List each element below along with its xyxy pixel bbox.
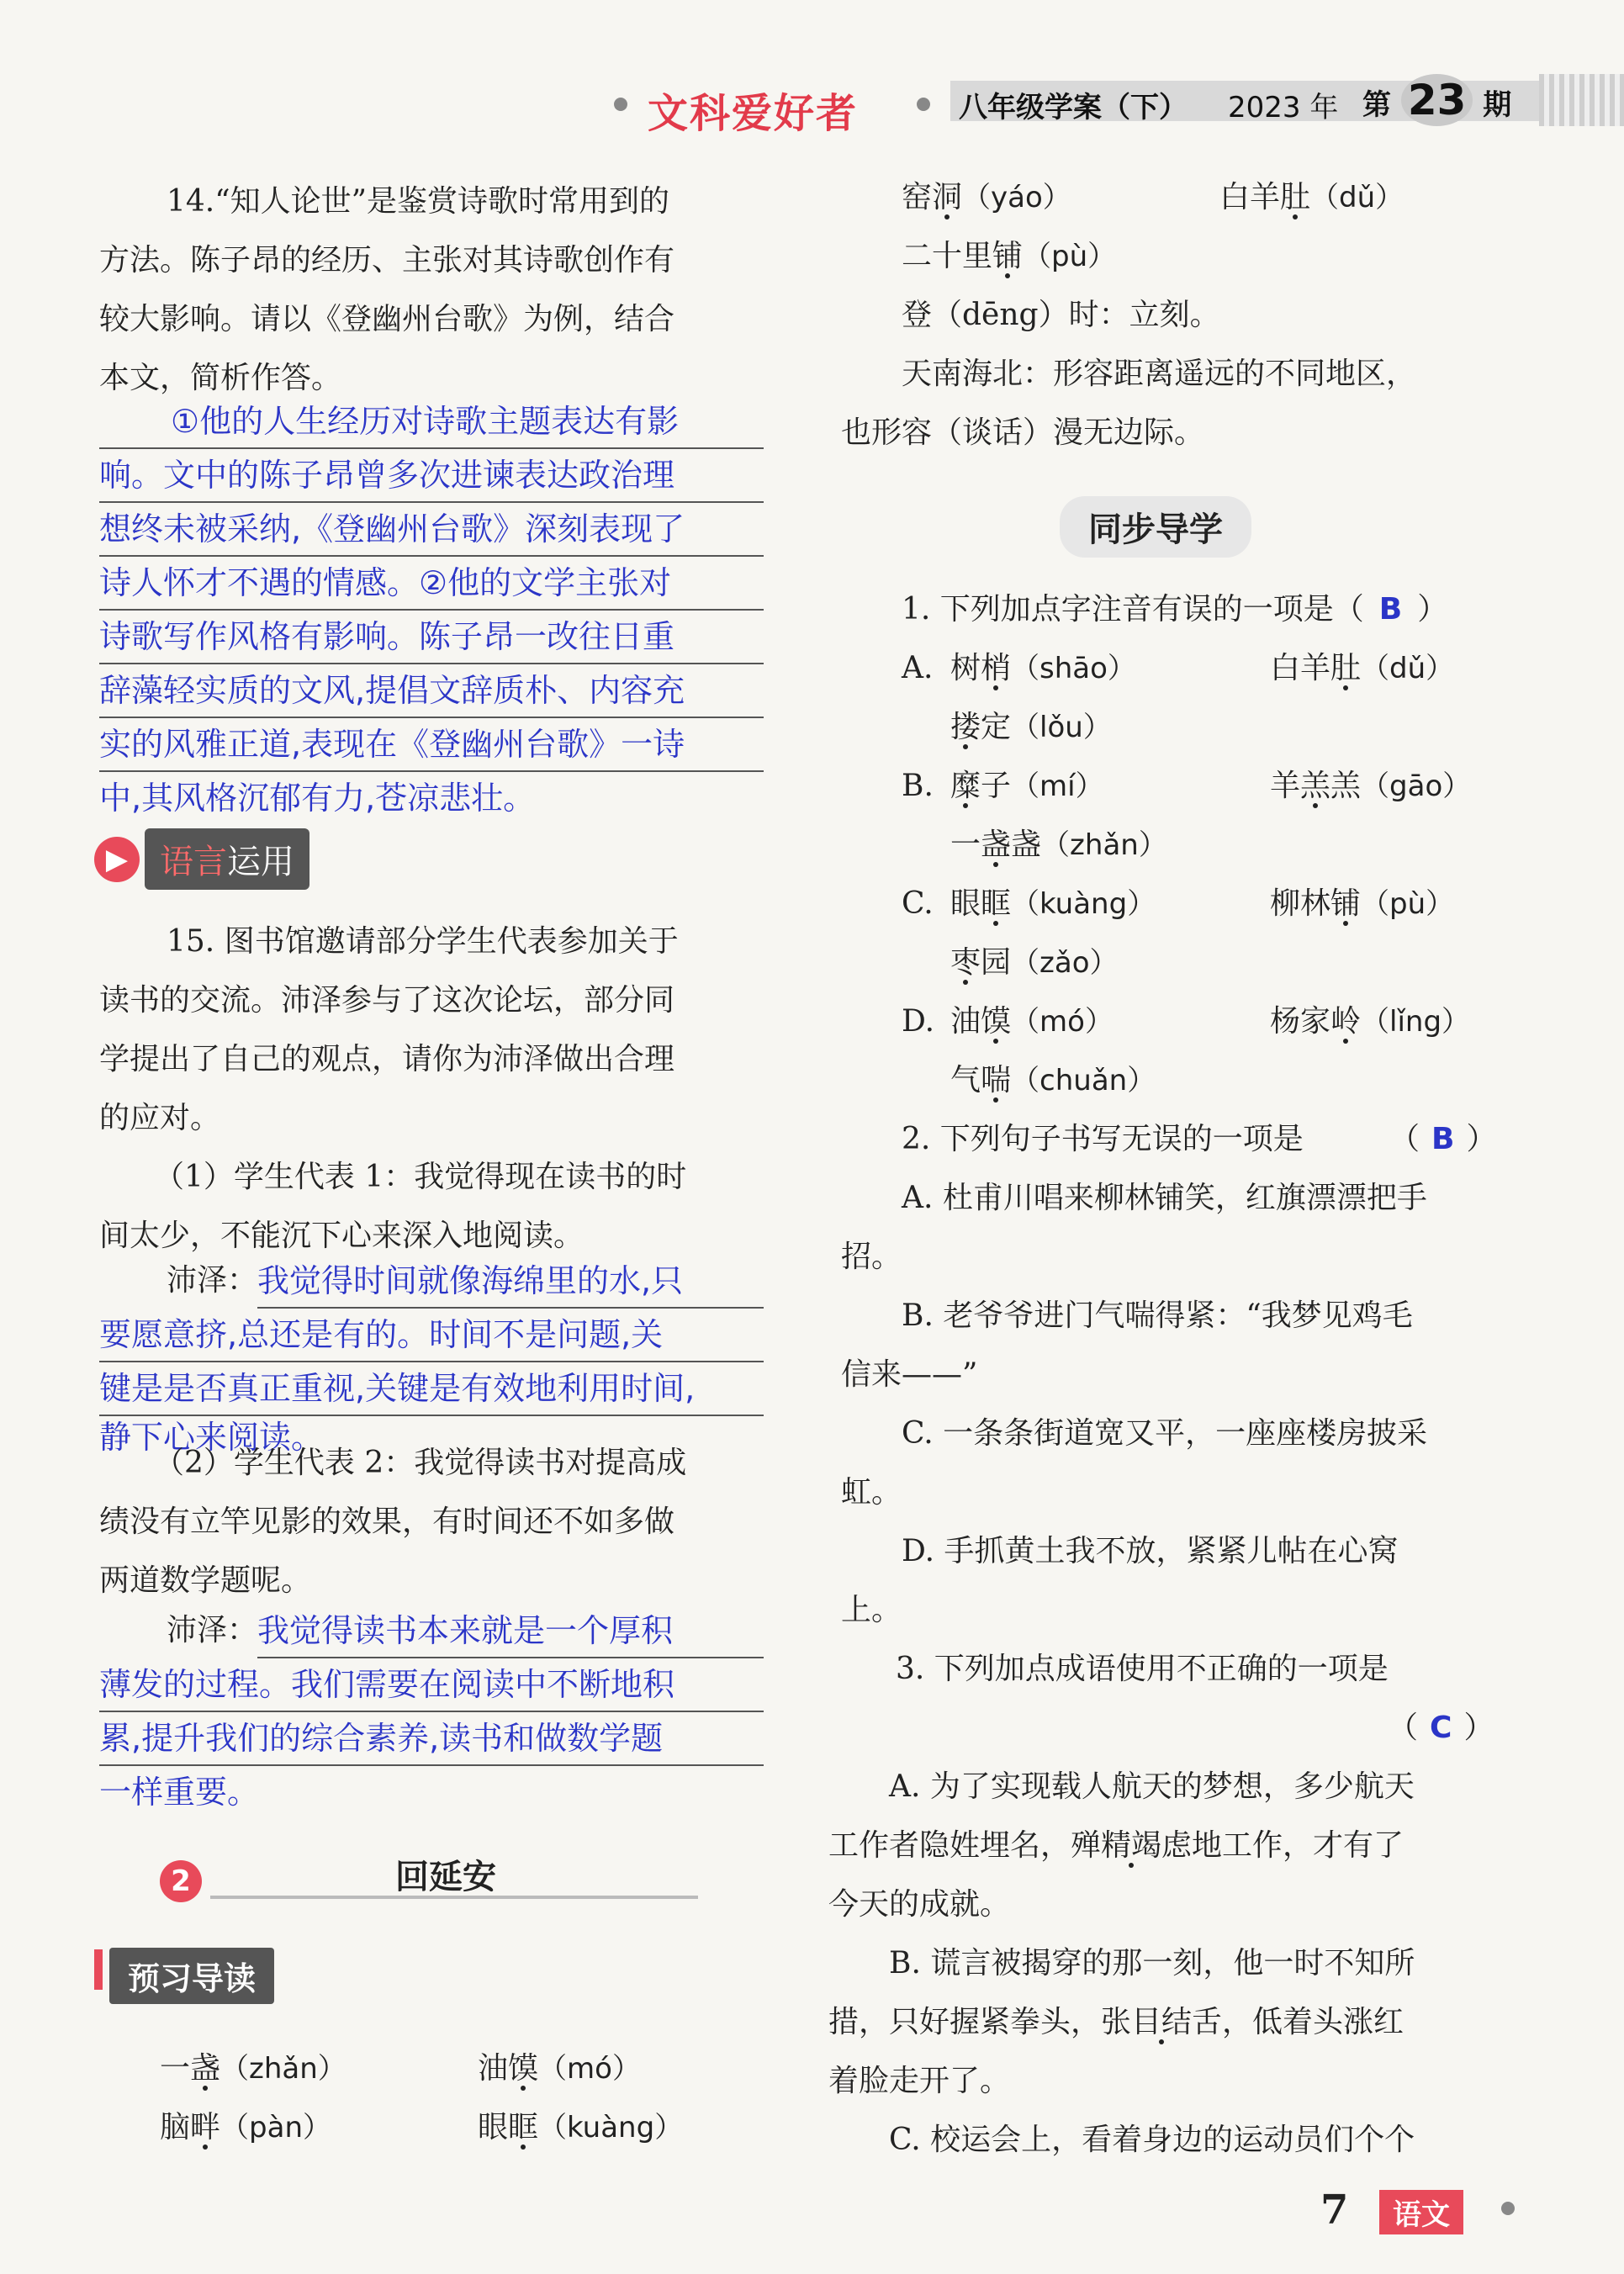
option-label: B.: [902, 769, 934, 803]
answer-line: ①他的人生经历对诗歌主题表达有影: [99, 395, 764, 449]
q15-prompt2-line: （2）学生代表 2：我觉得读书对提高成: [154, 1446, 687, 1480]
q15-line: 学提出了自己的观点，请你为沛泽做出合理: [99, 1042, 675, 1076]
definition: [841, 345, 1416, 463]
dotted-idiom: 张目结舌: [1101, 2005, 1223, 2039]
q2-line: B. 老爷爷进门气喘得紧：“我梦见鸡毛: [902, 1298, 1413, 1333]
q15-prompt1: （1）学生代表 1：我觉得现在读书的时: [154, 1160, 687, 1194]
option-label: C.: [902, 886, 934, 921]
option-label: D.: [902, 1004, 935, 1039]
answer-line: 要愿意挤,总还是有的。时间不是问题,关: [99, 1309, 764, 1362]
q2-line: 招。: [841, 1240, 902, 1274]
pinyin: （lǒu）: [1011, 711, 1112, 744]
issue-prefix: 第: [1362, 88, 1391, 122]
dotted-char: 铺: [992, 239, 1024, 273]
edition-label: 八年级学案（下）: [959, 91, 1188, 124]
dotted-char: 肚: [1330, 651, 1362, 685]
dotted-char: 岭: [1330, 1004, 1362, 1039]
answer-line: 一样重要。: [99, 1774, 260, 1811]
option-item: [1270, 875, 1454, 933]
q14-line: 14.“知人论世”是鉴赏诗歌时常用到的: [167, 184, 670, 219]
pinyin: （pàn）: [220, 2111, 331, 2144]
option-row: [902, 875, 1558, 933]
section-title-part2: 运用: [227, 843, 294, 881]
dotted-char: 馍: [508, 2051, 539, 2086]
preview-word: [160, 2098, 331, 2157]
q14-answer: [99, 395, 764, 824]
preview-word: [478, 2039, 641, 2098]
option-item: [1270, 992, 1470, 1051]
q15-line: 的应对。: [99, 1101, 221, 1135]
preview-icon: [94, 1949, 103, 1990]
q3-option-a: [828, 1758, 1415, 2170]
q15-answer1: [99, 1255, 764, 1458]
preview-word: [160, 2039, 346, 2098]
dotted-char: 盏: [981, 828, 1012, 862]
word-prefix: 二十里: [902, 239, 993, 273]
q3-text: ，低着头涨红: [1222, 2005, 1404, 2039]
word-prefix: 树: [950, 651, 981, 685]
q3-stem: 3. 下列加点成语使用不正确的一项是: [896, 1652, 1389, 1686]
answer-line: 我觉得时间就像海绵里的水,只: [257, 1255, 764, 1309]
definition: 登（dēng）时：立刻。: [902, 298, 1220, 332]
q15-line: 15. 图书馆邀请部分学生代表参加关于: [167, 924, 679, 959]
answer-line: 想终未被采纳,《登幽州台歌》深刻表现了: [99, 503, 764, 557]
word-prefix: 窑: [902, 180, 933, 214]
section-language-use: [94, 828, 309, 890]
q15-prompt2-line: 绩没有立竿见影的效果，有时间还不如多做: [99, 1505, 675, 1539]
q15-prompt2-line: 两道数学题呢。: [99, 1563, 312, 1598]
definition-line: 天南海北：形容距离遥远的不同地区，: [902, 357, 1417, 391]
word-suffix: 定: [981, 710, 1012, 744]
word-prefix: 眼: [950, 886, 981, 921]
q2-line: 信来——”: [841, 1357, 978, 1392]
q1-answer: B: [1378, 592, 1403, 627]
bracket-open: （: [1389, 1122, 1420, 1156]
dotted-char: 馍: [981, 1004, 1012, 1039]
option-item: [902, 816, 1558, 875]
word-prefix: 一: [950, 828, 981, 862]
q2-line: 上。: [841, 1593, 902, 1627]
answer-line: 诗歌写作风格有影响。陈子昂一改往日重: [99, 611, 764, 664]
q15-line: 读书的交流。沛泽参与了这次论坛，部分同: [99, 983, 675, 1018]
pinyin: （lǐng）: [1361, 1005, 1471, 1039]
preview-word: [478, 2098, 683, 2157]
pinyin: （zhǎn）: [1041, 828, 1167, 862]
preview-title: 预习导读: [109, 1948, 274, 2004]
word-prefix: 白羊: [1270, 651, 1331, 685]
reply-label: 沛泽：: [167, 1263, 258, 1298]
dotted-char: 喘: [981, 1063, 1012, 1097]
bracket-close: ）: [1466, 1122, 1497, 1156]
q3-text: 工作者隐姓埋名，: [828, 1828, 1071, 1863]
q3-text: 措，只好握紧拳头，: [828, 2005, 1102, 2039]
section-sync-guide: 同步导学: [1060, 496, 1251, 558]
answer-line: 静下心来阅读。: [99, 1419, 324, 1456]
q3-line: B. 谎言被揭穿的那一刻，他一时不知所: [889, 1946, 1415, 1980]
word-suffix: 子: [981, 769, 1012, 803]
word-prefix: 油: [478, 2051, 509, 2086]
word-prefix: 脑: [160, 2110, 191, 2144]
option-item: [902, 933, 1558, 992]
pinyin: （mó）: [1011, 1005, 1114, 1039]
q2-options: [841, 1169, 1427, 1640]
q3-answer-box: [1388, 1699, 1494, 1758]
q2-stem: [902, 1110, 1558, 1169]
option-item: [1270, 757, 1471, 816]
answer-line: 我觉得读书本来就是一个厚积: [257, 1605, 764, 1658]
pinyin: （shāo）: [1011, 652, 1136, 685]
answer-line: 响。文中的陈子昂曾多次进谏表达政治理: [99, 449, 764, 503]
definition-line: 也形容（谈话）漫无边际。: [841, 415, 1205, 450]
word-suffix: 盏: [1011, 828, 1042, 862]
q2-line: C. 一条条街道宽又平，一座座楼房披采: [902, 1416, 1428, 1451]
word-prefix: 一: [160, 2051, 191, 2086]
vocab-word: [1219, 168, 1404, 227]
pinyin: （kuàng）: [538, 2111, 684, 2144]
pinyin: （gāo）: [1361, 769, 1472, 803]
q3-line: 着脸走开了。: [828, 2064, 1011, 2098]
answer-line: 诗人怀才不遇的情感。②他的文学主张对: [99, 557, 764, 611]
word-prefix: 白羊: [1219, 180, 1281, 214]
option-item: [950, 992, 1114, 1051]
dotted-char: 铺: [1330, 886, 1362, 921]
header-dot-icon: [614, 98, 627, 111]
word-prefix: 杨家: [1270, 1004, 1331, 1039]
pinyin: （chuǎn）: [1011, 1064, 1156, 1097]
q3-line: [828, 1817, 1415, 1875]
dotted-char: 搂: [950, 710, 981, 744]
option-item: [1270, 639, 1454, 698]
pinyin: （pù）: [1023, 240, 1117, 273]
page-number: 7: [1320, 2187, 1349, 2234]
pinyin: （zǎo）: [1011, 946, 1119, 980]
dotted-char: 盏: [190, 2051, 221, 2086]
option-row: [902, 639, 1558, 698]
q2-answer: B: [1431, 1122, 1455, 1156]
year-label: 2023 年: [1228, 91, 1339, 124]
dotted-char: 畔: [190, 2110, 221, 2144]
answer-line: 键是是否真正重视,关键是有效地利用时间,: [99, 1362, 764, 1416]
dotted-char: 梢: [981, 651, 1012, 685]
issue-label: [1362, 74, 1511, 126]
lesson-number: 2: [160, 1860, 202, 1902]
section-icon: ▶: [94, 837, 140, 882]
word-suffix: 羔: [1330, 769, 1362, 803]
lesson-title: 回延安: [395, 1858, 496, 1896]
dotted-idiom: 殚精竭虑: [1071, 1828, 1193, 1863]
q3-text: 地工作，才有了: [1192, 1828, 1404, 1863]
section-title-part1: 语言: [160, 843, 227, 881]
q3-line: [828, 1993, 1415, 2052]
pinyin: （kuàng）: [1011, 887, 1156, 921]
q2-line: A. 杜甫川唱来柳林铺笑，红旗漂漂把手: [902, 1181, 1427, 1215]
pinyin: （dǔ）: [1310, 181, 1404, 214]
dotted-char: 眶: [508, 2110, 539, 2144]
vocab-word: [902, 227, 1116, 286]
section-title: [145, 828, 309, 890]
option-item: [902, 1051, 1558, 1110]
q1-close: ）: [1417, 592, 1448, 627]
q3-line: A. 为了实现载人航天的梦想，多少航天: [889, 1769, 1415, 1804]
q14-line: 本文，简析作答。: [99, 361, 342, 395]
q1-stem: [902, 580, 1447, 639]
q14-line: 方法。陈子昂的经历、主张对其诗歌创作有: [99, 243, 675, 278]
option-row: [902, 992, 1558, 1051]
footer-dot-icon: [1501, 2202, 1515, 2215]
brand-logo: 文科爱好者: [648, 90, 859, 137]
word-prefix: 眼: [478, 2110, 509, 2144]
header-stripes: [1539, 74, 1624, 126]
answer-line: 实的风雅正道,表现在《登幽州台歌》一诗: [99, 718, 764, 772]
bracket-close: ）: [1463, 1711, 1494, 1745]
pinyin: （pù）: [1361, 887, 1455, 921]
q2-answer-box: [1389, 1110, 1496, 1169]
header-dot-icon: [917, 98, 930, 111]
q2-line: D. 手抓黄土我不放，紧紧儿帖在心窝: [902, 1534, 1399, 1568]
dotted-char: 洞: [932, 180, 963, 214]
issue-suffix: 期: [1483, 88, 1512, 122]
dotted-char: 枣: [950, 945, 981, 980]
bracket-open: （: [1388, 1711, 1419, 1745]
q15-prompt2: [99, 1434, 686, 1610]
dotted-char: 羔: [1300, 769, 1331, 803]
dotted-char: 糜: [950, 769, 981, 803]
q2-text: 2. 下列句子书写无误的一项是: [902, 1122, 1304, 1156]
q3-line: C. 校运会上，看着身边的运动员们个个: [889, 2123, 1415, 2157]
pinyin: （mí）: [1011, 769, 1104, 803]
pinyin: （yáo）: [962, 181, 1071, 214]
word-suffix: 园: [981, 945, 1012, 980]
q14-line: 较大影响。请以《登幽州台歌》为例，结合: [99, 302, 675, 336]
answer-line: 中,其风格沉郁有力,苍凉悲壮。: [99, 780, 536, 817]
q3-answer: C: [1430, 1711, 1452, 1745]
subject-tag: 语文: [1379, 2190, 1463, 2234]
word-prefix: 羊: [1270, 769, 1301, 803]
q2-line: 虹。: [841, 1475, 902, 1510]
q15-stem: [99, 912, 686, 1266]
word-prefix: 柳林: [1270, 886, 1331, 921]
q1-text: 1. 下列加点字注音有误的一项是（: [902, 592, 1364, 627]
dotted-char: 肚: [1280, 180, 1311, 214]
word-prefix: 油: [950, 1004, 981, 1039]
option-label: A.: [902, 651, 934, 685]
pinyin: （zhǎn）: [220, 2052, 346, 2086]
q15-prompt1: 间太少，不能沉下心来深入地阅读。: [99, 1219, 585, 1253]
pinyin: （mó）: [538, 2052, 641, 2086]
q14-stem: [99, 172, 674, 408]
q15-answer2: [99, 1605, 764, 1818]
vocab-word: [902, 168, 1071, 227]
option-row: [902, 757, 1558, 816]
option-item: [950, 639, 1136, 698]
q3-line: 今天的成就。: [828, 1887, 1011, 1922]
word-prefix: 气: [950, 1063, 981, 1097]
answer-line: 累,提升我们的综合素养,读书和做数学题: [99, 1712, 764, 1766]
option-item: [950, 875, 1156, 933]
q1-options: [902, 639, 1558, 1110]
issue-number: 23: [1401, 74, 1473, 126]
answer-line: 辞藻轻实质的文风,提倡文辞质朴、内容充: [99, 664, 764, 718]
pinyin: （dǔ）: [1361, 652, 1455, 685]
answer-line: 薄发的过程。我们需要在阅读中不断地积: [99, 1658, 764, 1712]
option-item: [950, 757, 1104, 816]
dotted-char: 眶: [981, 886, 1012, 921]
option-item: [902, 698, 1558, 757]
reply-label: 沛泽：: [167, 1613, 258, 1647]
